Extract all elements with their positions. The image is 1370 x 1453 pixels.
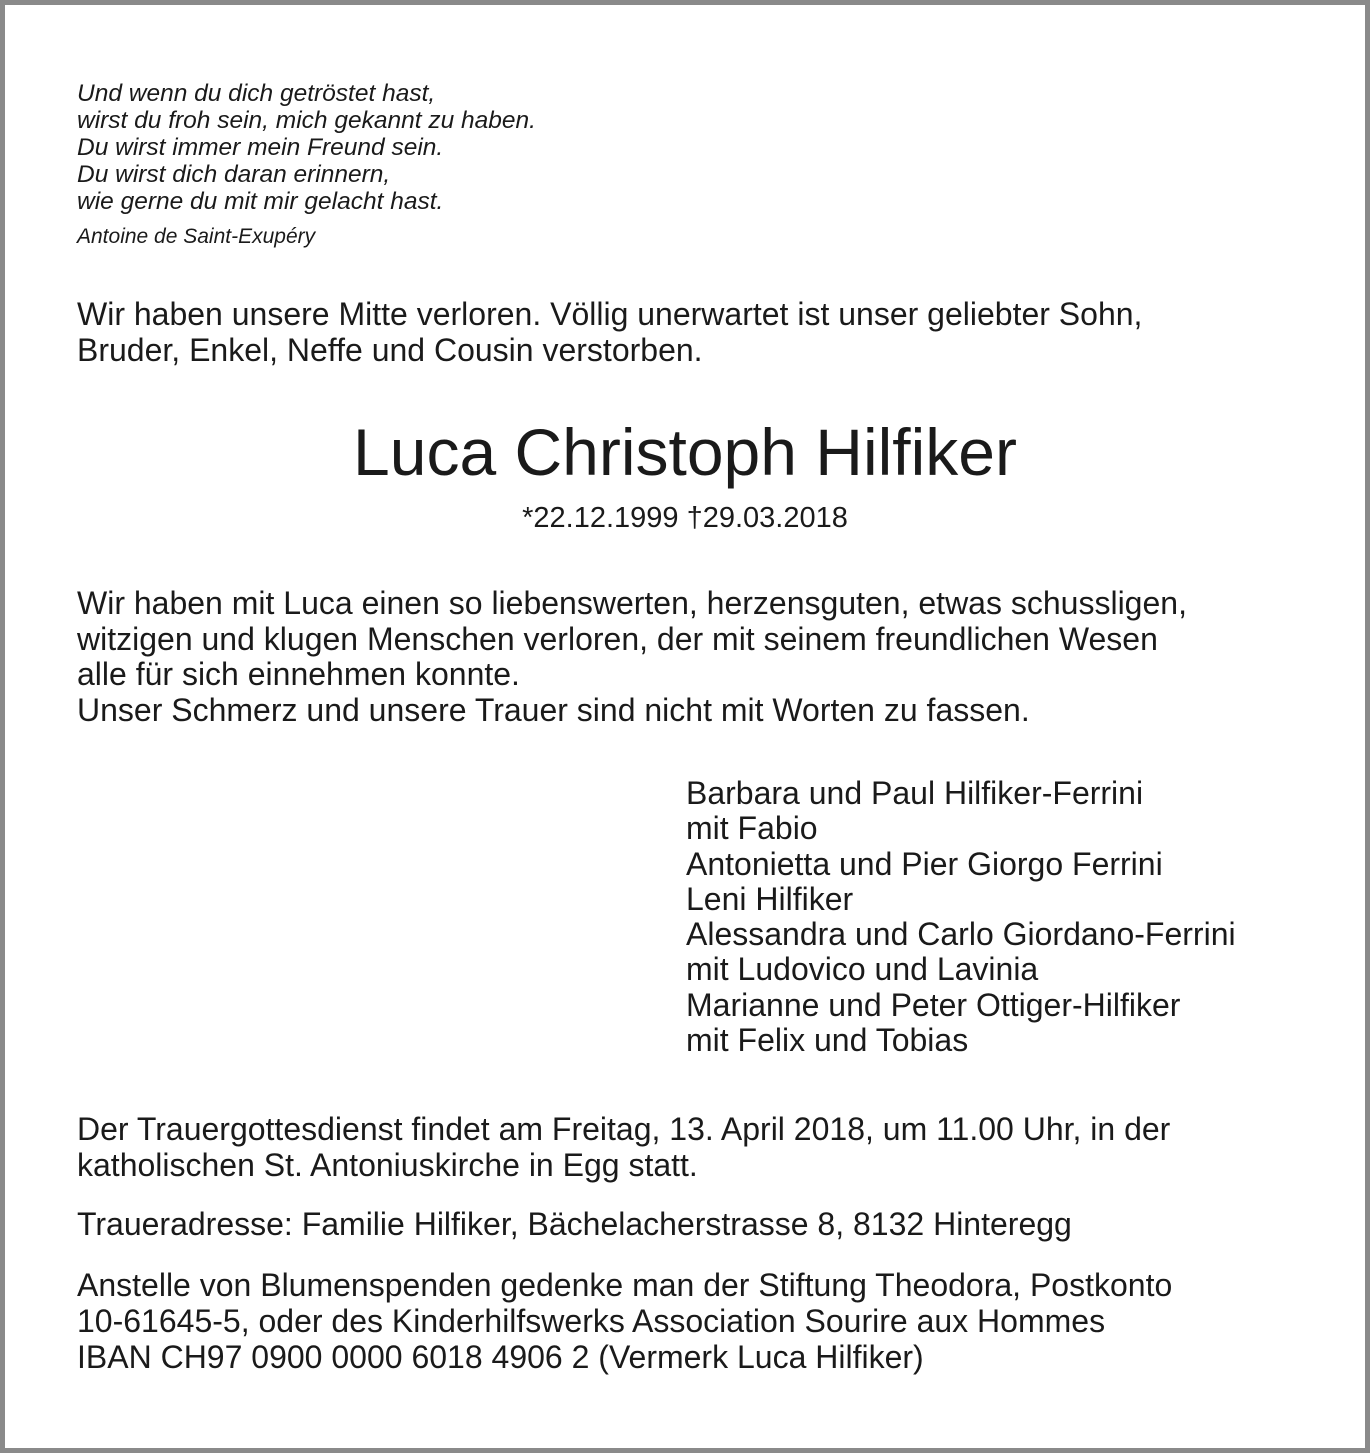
- tribute-line: Unser Schmerz und unsere Trauer sind nicht mit Worten zu fassen.: [77, 691, 1030, 728]
- mourner-entry: Leni Hilfiker: [686, 880, 854, 917]
- donation-line: Anstelle von Blumenspenden gedenke man der Stiftung Theodora, Postkonto: [77, 1267, 1173, 1303]
- death-date: †29.03.2018: [686, 502, 848, 534]
- poem-line: wirst du froh sein, mich gekannt zu haben.: [77, 107, 536, 134]
- donation-info: [77, 1267, 1172, 1375]
- birth-date: *22.12.1999: [522, 502, 679, 534]
- service-line: Der Trauergottesdienst findet am Freitag, 13. April 2018, um 11.00 Uhr, in der: [77, 1111, 1171, 1147]
- mourner-entry: mit Felix und Tobias: [686, 1022, 969, 1059]
- mourner-entry: Antonietta und Pier Giorgo Ferrini: [686, 845, 1163, 882]
- life-dates: [0, 500, 1370, 536]
- intro-paragraph: [77, 296, 1142, 368]
- tribute-paragraph: [77, 586, 1187, 728]
- poem-line: Du wirst immer mein Freund sein.: [77, 134, 444, 161]
- tribute-line: witzigen und klugen Menschen verloren, der mit seinem freundlichen Wesen: [77, 620, 1158, 657]
- mourner-entry: Alessandra und Carlo Giordano-Ferrini: [686, 916, 1236, 953]
- donation-line: 10-61645-5, oder des Kinderhilfswerks Association Sourire aux Hommes: [77, 1303, 1106, 1339]
- mourner-entry: Marianne und Peter Ottiger-Hilfiker: [686, 986, 1181, 1023]
- intro-line: Wir haben unsere Mitte verloren. Völlig unerwartet ist unser geliebter Sohn,: [77, 296, 1143, 332]
- intro-line: Bruder, Enkel, Neffe und Cousin verstorben.: [77, 332, 703, 368]
- mourner-entry: mit Fabio: [686, 810, 818, 847]
- tribute-line: alle für sich einnehmen konnte.: [77, 656, 520, 692]
- service-line: katholischen St. Antoniuskirche in Egg statt.: [77, 1147, 698, 1183]
- poem-quote: [77, 80, 536, 215]
- deceased-name: Luca Christoph Hilfiker: [353, 415, 1017, 489]
- poem-line: Du wirst dich daran erinnern,: [77, 161, 391, 188]
- tribute-line: Wir haben mit Luca einen so liebenswerten, herzensguten, etwas schussligen,: [77, 585, 1187, 621]
- poem-line: Und wenn du dich getröstet hast,: [77, 80, 436, 107]
- donation-line: IBAN CH97 0900 0000 6018 4906 2 (Vermerk Luca Hilfiker): [77, 1339, 924, 1375]
- mourners-list: [686, 776, 1236, 1058]
- poem-line: wie gerne du mit mir gelacht hast.: [77, 188, 444, 215]
- service-info: [77, 1111, 1170, 1183]
- mourner-entry: Barbara und Paul Hilfiker-Ferrini: [686, 775, 1144, 811]
- poem-author: Antoine de Saint-Exupéry: [77, 225, 316, 248]
- mourner-entry: mit Ludovico und Lavinia: [686, 951, 1039, 988]
- mourning-address: Traueradresse: Familie Hilfiker, Bächelacherstrasse 8, 8132 Hinteregg: [77, 1206, 1072, 1242]
